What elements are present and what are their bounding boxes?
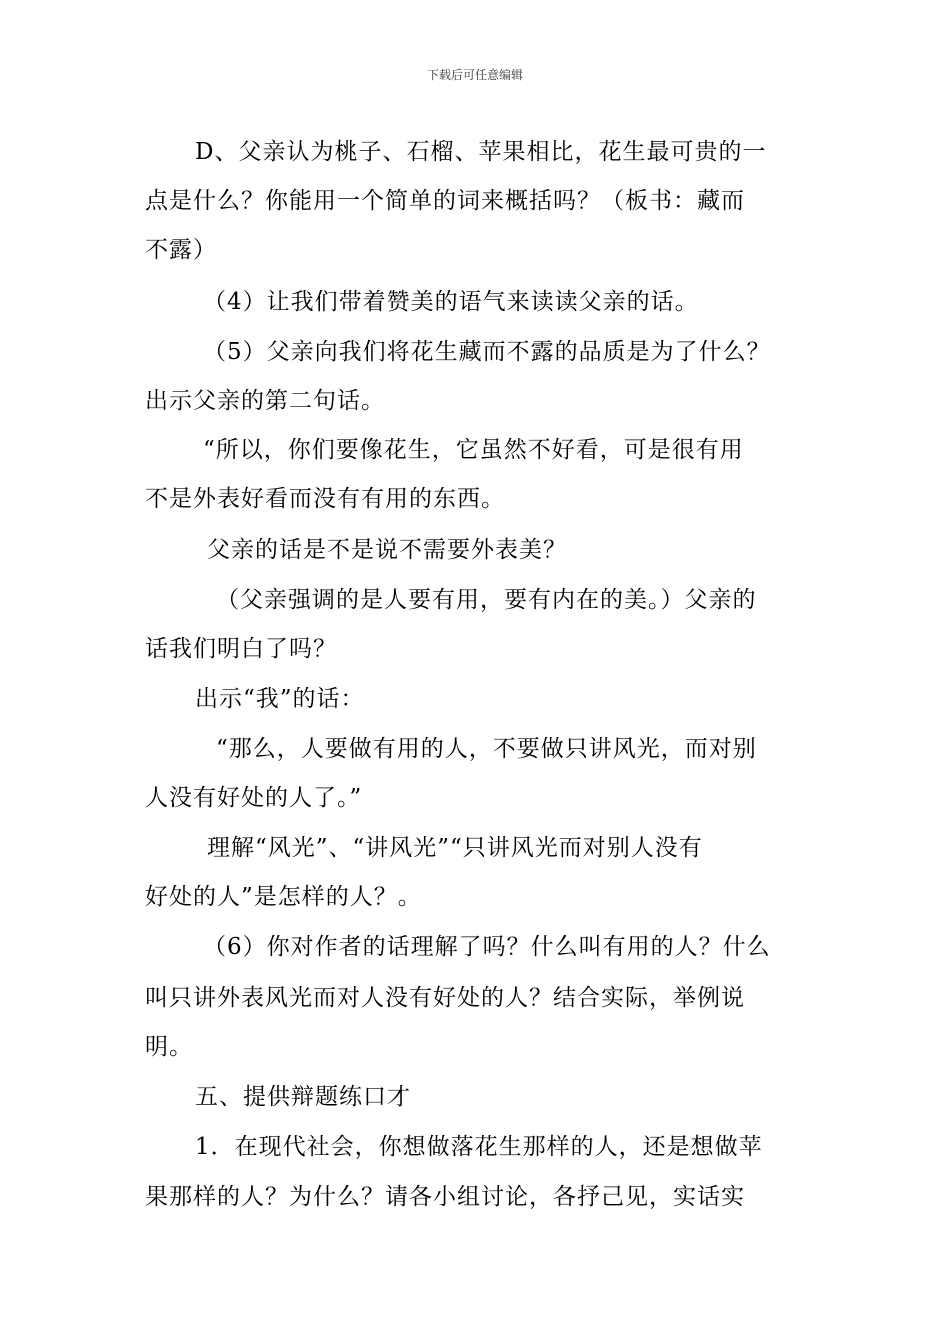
text-line: 叫只讲外表风光而对人没有好处的人？结合实际，举例说 bbox=[145, 985, 745, 1011]
text-line: （5）父亲向我们将花生藏而不露的品质是为了什么？ bbox=[203, 339, 771, 365]
text-line: 果那样的人？为什么？请各小组讨论，各抒己见，实话实 bbox=[145, 1184, 745, 1210]
text-line: 理解“风光”、“讲风光”“只讲风光而对别人没有 bbox=[207, 835, 703, 861]
text-line: （父亲强调的是人要有用，要有内在的美。）父亲的 bbox=[216, 587, 757, 613]
text-line: 出示“我”的话： bbox=[195, 686, 365, 712]
page-header: 下载后可任意编辑 bbox=[426, 68, 523, 82]
text-line: （4）让我们带着赞美的语气来读读父亲的话。 bbox=[203, 289, 699, 315]
text-line: “所以，你们要像花生，它虽然不好看，可是很有用 bbox=[203, 437, 744, 463]
text-line: 话我们明白了吗？ bbox=[145, 636, 337, 662]
text-line: 不露） bbox=[145, 237, 217, 263]
text-line: 点是什么？你能用一个简单的词来概括吗？（板书：藏而 bbox=[145, 188, 745, 214]
text-line: 人没有好处的人了。” bbox=[145, 785, 363, 811]
text-line: “那么，人要做有用的人，不要做只讲风光，而对别 bbox=[216, 736, 757, 762]
text-line: 1．在现代社会，你想做落花生那样的人，还是想做苹 bbox=[195, 1134, 763, 1160]
text-line: 五、提供辩题练口才 bbox=[195, 1084, 411, 1110]
text-line: 出示父亲的第二句话。 bbox=[145, 388, 385, 414]
text-line: （6）你对作者的话理解了吗？什么叫有用的人？什么 bbox=[203, 934, 771, 960]
text-line: D、父亲认为桃子、石榴、苹果相比，花生最可贵的一 bbox=[195, 139, 767, 165]
text-line: 不是外表好看而没有有用的东西。 bbox=[145, 486, 505, 512]
text-line: 好处的人”是怎样的人？。 bbox=[145, 884, 422, 910]
text-line: 明。 bbox=[145, 1034, 193, 1060]
text-line: 父亲的话是不是说不需要外表美？ bbox=[207, 537, 567, 563]
